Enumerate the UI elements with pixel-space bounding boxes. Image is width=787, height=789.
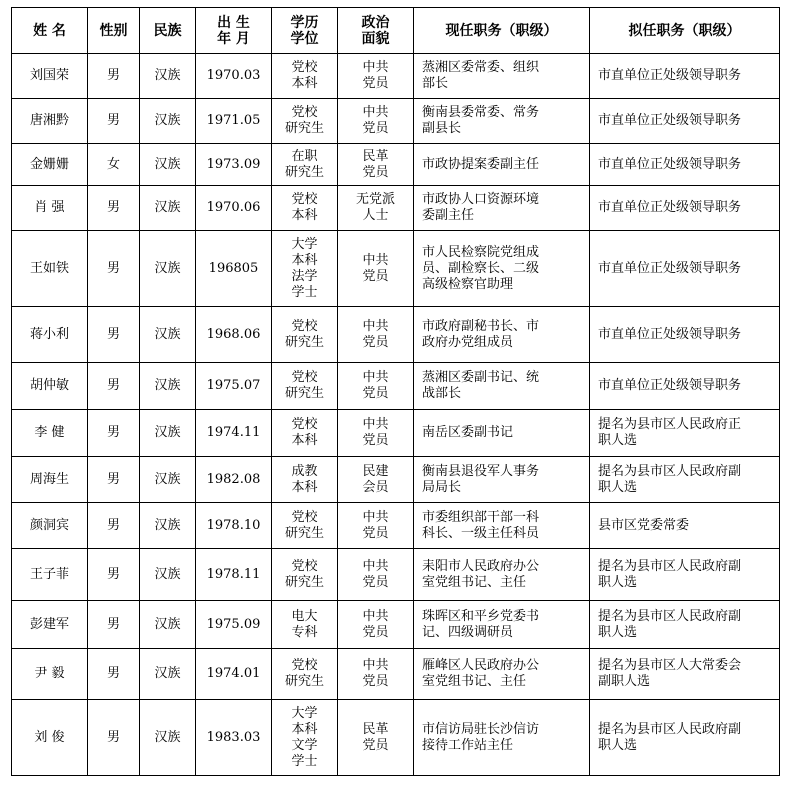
cell-education: 大学 本科 文学 学士 xyxy=(272,700,338,776)
cell-ethnicity: 汉族 xyxy=(140,649,196,700)
cell-ethnicity: 汉族 xyxy=(140,231,196,307)
cell-ethnicity: 汉族 xyxy=(140,54,196,99)
cell-birth: 1973.09 xyxy=(196,144,272,186)
cell-current-position: 市政协人口资源环境 委副主任 xyxy=(414,186,590,231)
cell-name: 刘国荣 xyxy=(12,54,88,99)
cell-gender: 男 xyxy=(88,549,140,601)
cell-current-position: 珠晖区和平乡党委书 记、四级调研员 xyxy=(414,601,590,649)
cell-proposed-position: 县市区党委常委 xyxy=(590,503,780,549)
cell-gender: 女 xyxy=(88,144,140,186)
cell-politics: 中共 党员 xyxy=(338,99,414,144)
cell-gender: 男 xyxy=(88,457,140,503)
header-row xyxy=(12,8,780,54)
cell-birth: 1983.03 xyxy=(196,700,272,776)
cell-current-position: 市政府副秘书长、市 政府办党组成员 xyxy=(414,307,590,363)
cell-politics: 中共 党员 xyxy=(338,231,414,307)
cell-birth: 1970.06 xyxy=(196,186,272,231)
cell-politics: 中共 党员 xyxy=(338,649,414,700)
cell-current-position: 市信访局驻长沙信访 接待工作站主任 xyxy=(414,700,590,776)
cell-education: 党校 研究生 xyxy=(272,363,338,410)
cell-current-position: 蒸湘区委常委、组织 部长 xyxy=(414,54,590,99)
cell-birth: 1974.01 xyxy=(196,649,272,700)
header-name: 姓 名 xyxy=(12,8,88,54)
cell-gender: 男 xyxy=(88,54,140,99)
cell-gender: 男 xyxy=(88,99,140,144)
cell-name: 金姗姗 xyxy=(12,144,88,186)
cell-politics: 中共 党员 xyxy=(338,307,414,363)
cell-politics: 中共 党员 xyxy=(338,363,414,410)
table-row xyxy=(12,307,780,363)
cell-ethnicity: 汉族 xyxy=(140,307,196,363)
cell-ethnicity: 汉族 xyxy=(140,601,196,649)
cell-education: 党校 研究生 xyxy=(272,307,338,363)
table-row xyxy=(12,363,780,410)
cell-birth: 1974.11 xyxy=(196,410,272,457)
cell-politics: 中共 党员 xyxy=(338,549,414,601)
header-education: 学历 学位 xyxy=(272,8,338,54)
cell-proposed-position: 提名为县市区人民政府正 职人选 xyxy=(590,410,780,457)
table-row xyxy=(12,231,780,307)
cell-politics: 中共 党员 xyxy=(338,601,414,649)
cell-gender: 男 xyxy=(88,410,140,457)
cell-name: 王如铁 xyxy=(12,231,88,307)
header-gender: 性别 xyxy=(88,8,140,54)
cell-proposed-position: 提名为县市区人大常委会 副职人选 xyxy=(590,649,780,700)
cell-education: 大学 本科 法学 学士 xyxy=(272,231,338,307)
cell-name: 李 健 xyxy=(12,410,88,457)
cell-ethnicity: 汉族 xyxy=(140,700,196,776)
cell-politics: 中共 党员 xyxy=(338,54,414,99)
cell-birth: 1975.09 xyxy=(196,601,272,649)
cell-education: 党校 研究生 xyxy=(272,549,338,601)
cell-education: 党校 研究生 xyxy=(272,99,338,144)
cell-name: 刘 俊 xyxy=(12,700,88,776)
cell-current-position: 南岳区委副书记 xyxy=(414,410,590,457)
cell-education: 党校 本科 xyxy=(272,410,338,457)
personnel-table xyxy=(11,7,780,776)
cell-ethnicity: 汉族 xyxy=(140,410,196,457)
table-row xyxy=(12,457,780,503)
cell-ethnicity: 汉族 xyxy=(140,144,196,186)
table-row xyxy=(12,186,780,231)
cell-education: 成教 本科 xyxy=(272,457,338,503)
cell-education: 党校 本科 xyxy=(272,186,338,231)
cell-proposed-position: 提名为县市区人民政府副 职人选 xyxy=(590,601,780,649)
cell-current-position: 市委组织部干部一科 科长、一级主任科员 xyxy=(414,503,590,549)
cell-gender: 男 xyxy=(88,700,140,776)
cell-current-position: 雁峰区人民政府办公 室党组书记、主任 xyxy=(414,649,590,700)
cell-education: 党校 研究生 xyxy=(272,649,338,700)
cell-birth: 1970.03 xyxy=(196,54,272,99)
cell-name: 王子菲 xyxy=(12,549,88,601)
table-row xyxy=(12,503,780,549)
cell-name: 颜洞宾 xyxy=(12,503,88,549)
cell-birth: 196805 xyxy=(196,231,272,307)
cell-ethnicity: 汉族 xyxy=(140,99,196,144)
cell-gender: 男 xyxy=(88,649,140,700)
cell-ethnicity: 汉族 xyxy=(140,503,196,549)
cell-birth: 1968.06 xyxy=(196,307,272,363)
table-row xyxy=(12,54,780,99)
cell-gender: 男 xyxy=(88,231,140,307)
cell-politics: 民革 党员 xyxy=(338,700,414,776)
cell-education: 电大 专科 xyxy=(272,601,338,649)
cell-proposed-position: 提名为县市区人民政府副 职人选 xyxy=(590,549,780,601)
table-row xyxy=(12,549,780,601)
cell-ethnicity: 汉族 xyxy=(140,457,196,503)
cell-politics: 中共 党员 xyxy=(338,503,414,549)
header-current-position: 现任职务（职级） xyxy=(414,8,590,54)
cell-name: 彭建军 xyxy=(12,601,88,649)
cell-proposed-position: 提名为县市区人民政府副 职人选 xyxy=(590,700,780,776)
table-row xyxy=(12,601,780,649)
cell-birth: 1971.05 xyxy=(196,99,272,144)
cell-politics: 民建 会员 xyxy=(338,457,414,503)
cell-politics: 民革 党员 xyxy=(338,144,414,186)
cell-education: 在职 研究生 xyxy=(272,144,338,186)
header-politics: 政治 面貌 xyxy=(338,8,414,54)
cell-proposed-position: 市直单位正处级领导职务 xyxy=(590,363,780,410)
table-row xyxy=(12,99,780,144)
cell-gender: 男 xyxy=(88,601,140,649)
cell-gender: 男 xyxy=(88,186,140,231)
cell-name: 肖 强 xyxy=(12,186,88,231)
cell-name: 周海生 xyxy=(12,457,88,503)
cell-name: 蒋小利 xyxy=(12,307,88,363)
cell-politics: 无党派 人士 xyxy=(338,186,414,231)
cell-gender: 男 xyxy=(88,363,140,410)
cell-ethnicity: 汉族 xyxy=(140,549,196,601)
cell-birth: 1982.08 xyxy=(196,457,272,503)
cell-politics: 中共 党员 xyxy=(338,410,414,457)
cell-proposed-position: 市直单位正处级领导职务 xyxy=(590,144,780,186)
cell-ethnicity: 汉族 xyxy=(140,186,196,231)
cell-birth: 1975.07 xyxy=(196,363,272,410)
cell-ethnicity: 汉族 xyxy=(140,363,196,410)
cell-birth: 1978.10 xyxy=(196,503,272,549)
cell-birth: 1978.11 xyxy=(196,549,272,601)
cell-proposed-position: 市直单位正处级领导职务 xyxy=(590,307,780,363)
cell-education: 党校 本科 xyxy=(272,54,338,99)
cell-education: 党校 研究生 xyxy=(272,503,338,549)
header-ethnicity: 民族 xyxy=(140,8,196,54)
cell-gender: 男 xyxy=(88,503,140,549)
cell-gender: 男 xyxy=(88,307,140,363)
table-row xyxy=(12,700,780,776)
header-proposed-position: 拟任职务（职级） xyxy=(590,8,780,54)
cell-name: 胡仲敏 xyxy=(12,363,88,410)
cell-current-position: 市政协提案委副主任 xyxy=(414,144,590,186)
table-row xyxy=(12,410,780,457)
cell-current-position: 市人民检察院党组成 员、副检察长、二级 高级检察官助理 xyxy=(414,231,590,307)
header-birth: 出 生 年 月 xyxy=(196,8,272,54)
cell-name: 唐湘黔 xyxy=(12,99,88,144)
table-row xyxy=(12,144,780,186)
cell-proposed-position: 市直单位正处级领导职务 xyxy=(590,99,780,144)
table-row xyxy=(12,649,780,700)
cell-proposed-position: 市直单位正处级领导职务 xyxy=(590,186,780,231)
cell-proposed-position: 提名为县市区人民政府副 职人选 xyxy=(590,457,780,503)
cell-name: 尹 毅 xyxy=(12,649,88,700)
cell-current-position: 衡南县退役军人事务 局局长 xyxy=(414,457,590,503)
cell-current-position: 耒阳市人民政府办公 室党组书记、主任 xyxy=(414,549,590,601)
cell-proposed-position: 市直单位正处级领导职务 xyxy=(590,231,780,307)
cell-proposed-position: 市直单位正处级领导职务 xyxy=(590,54,780,99)
cell-current-position: 蒸湘区委副书记、统 战部长 xyxy=(414,363,590,410)
cell-current-position: 衡南县委常委、常务 副县长 xyxy=(414,99,590,144)
